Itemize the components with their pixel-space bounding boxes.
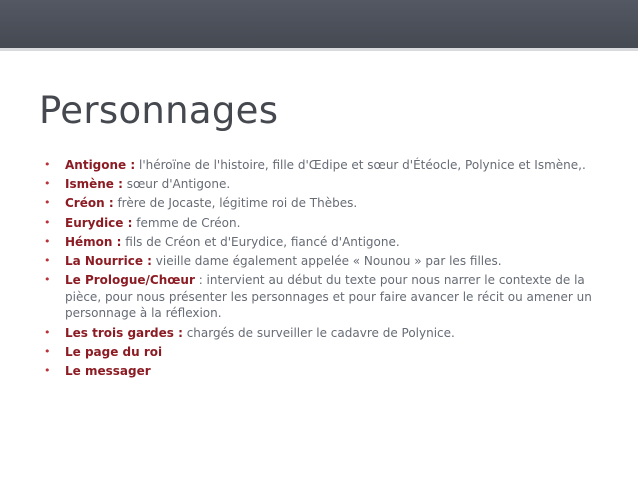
character-name: Le Prologue/Chœur (65, 273, 195, 288)
character-name: Ismène : (65, 177, 123, 192)
bullet-icon: • (44, 215, 51, 229)
header-bar (0, 0, 638, 48)
character-description: : intervient au début du texte pour nous narrer le contexte de la pièce, pour nous présenter les personnages et pour faire avancer le récit ou amener un personnage à la réflexion. (65, 273, 592, 321)
character-name: Les trois gardes : (65, 325, 183, 340)
bullet-icon: • (44, 234, 51, 248)
bullet-icon: • (44, 344, 51, 358)
bullet-icon: • (44, 158, 51, 171)
list-item (44, 157, 604, 174)
character-name: Eurydice : (65, 215, 133, 230)
character-list (44, 157, 604, 382)
list-item (44, 253, 604, 270)
bullet-icon: • (44, 196, 51, 210)
list-item (44, 215, 604, 232)
character-name: La Nourrice : (65, 253, 152, 268)
list-item (44, 272, 604, 322)
character-description: vieille dame également appelée « Nounou » par les filles. (151, 253, 502, 268)
bullet-icon: • (44, 253, 51, 267)
character-description: frère de Jocaste, légitime roi de Thèbes. (113, 196, 358, 211)
header-stripe (0, 48, 638, 51)
character-description: fils de Créon et d'Eurydice, fiancé d'Antigone. (121, 234, 400, 249)
list-item (44, 234, 604, 251)
list-item (44, 176, 604, 193)
character-name: Hémon : (65, 234, 122, 249)
character-description: sœur d'Antigone. (122, 177, 231, 192)
list-item (44, 363, 604, 380)
bullet-icon: • (44, 273, 51, 287)
character-name: Antigone : (65, 158, 136, 172)
character-description: l'héroïne de l'histoire, fille d'Œdipe et sœur d'Étéocle, Polynice et Ismène,. (135, 158, 586, 172)
character-name: Le page du roi (65, 344, 163, 359)
list-item (44, 344, 604, 361)
list-item (44, 325, 604, 342)
bullet-icon: • (44, 325, 51, 339)
character-name: Créon : (65, 196, 114, 211)
bullet-icon: • (44, 363, 51, 377)
list-item (44, 195, 604, 212)
bullet-icon: • (44, 177, 51, 191)
character-name: Le messager (65, 363, 151, 378)
slide-title: Personnages (39, 89, 279, 132)
character-description: femme de Créon. (132, 215, 241, 230)
character-description: chargés de surveiller le cadavre de Polynice. (182, 325, 455, 340)
